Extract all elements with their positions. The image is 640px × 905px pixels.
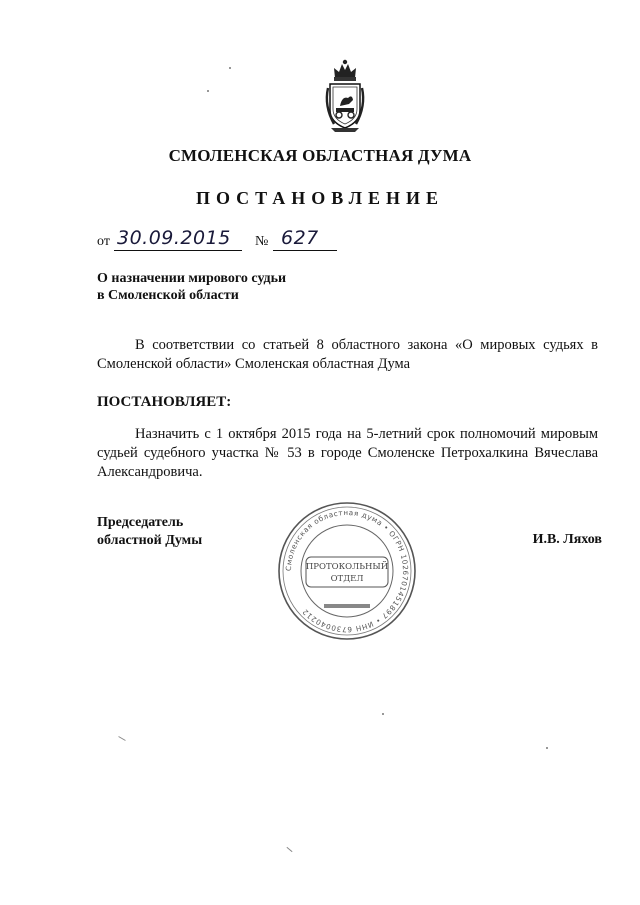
scan-speck [546, 747, 548, 749]
organization-title: СМОЛЕНСКАЯ ОБЛАСТНАЯ ДУМА [168, 146, 472, 165]
subject-line-2: в Смоленской области [97, 288, 239, 303]
date-prefix: от [97, 234, 110, 249]
scan-speck [229, 67, 231, 69]
scan-mark [118, 736, 125, 741]
document-type-heading: ПОСТАНОВЛЕНИЕ [195, 188, 445, 208]
seal-center-line-1: ПРОТОКОЛЬНЫЙ [305, 562, 389, 572]
handwritten-number: 627 [281, 227, 319, 249]
signatory-position [97, 514, 297, 550]
scan-mark [286, 847, 292, 852]
number-prefix: № [255, 234, 269, 249]
date-underline [114, 250, 242, 251]
subject-line-1: О назначении мирового судьи [97, 271, 287, 286]
preamble-paragraph: В соответствии со статьей 8 областного закона «О мировых судьях в Смоленской области» Смоленская областная Дума [97, 337, 598, 372]
signatory-name: И.В. Ляхов [532, 532, 602, 547]
decision-paragraph: Назначить с 1 октября 2015 года на 5-летний срок полномочий мировым судьей судебного участка № 53 в городе Смоленске Петрохалкина Вячеслава Александровича. [97, 426, 598, 480]
number-underline [273, 250, 337, 251]
scan-speck [207, 90, 209, 92]
seal-center-line-2: ОТДЕЛ [330, 574, 364, 584]
handwritten-date: 30.09.2015 [117, 227, 231, 249]
resolves-heading: ПОСТАНОВЛЯЕТ: [97, 394, 232, 410]
signatory-position-line-2: областной Думы [97, 533, 203, 548]
registration-line [97, 228, 357, 254]
scan-speck [382, 713, 384, 715]
seal-ring-text: Смоленская областная дума • ОГРН 1026701451897 • ИНН 6730040212 [283, 507, 411, 635]
official-seal [276, 500, 418, 642]
signatory-position-line-1: Председатель [97, 515, 184, 530]
coat-of-arms-icon [322, 58, 368, 134]
document-subject [97, 270, 397, 304]
